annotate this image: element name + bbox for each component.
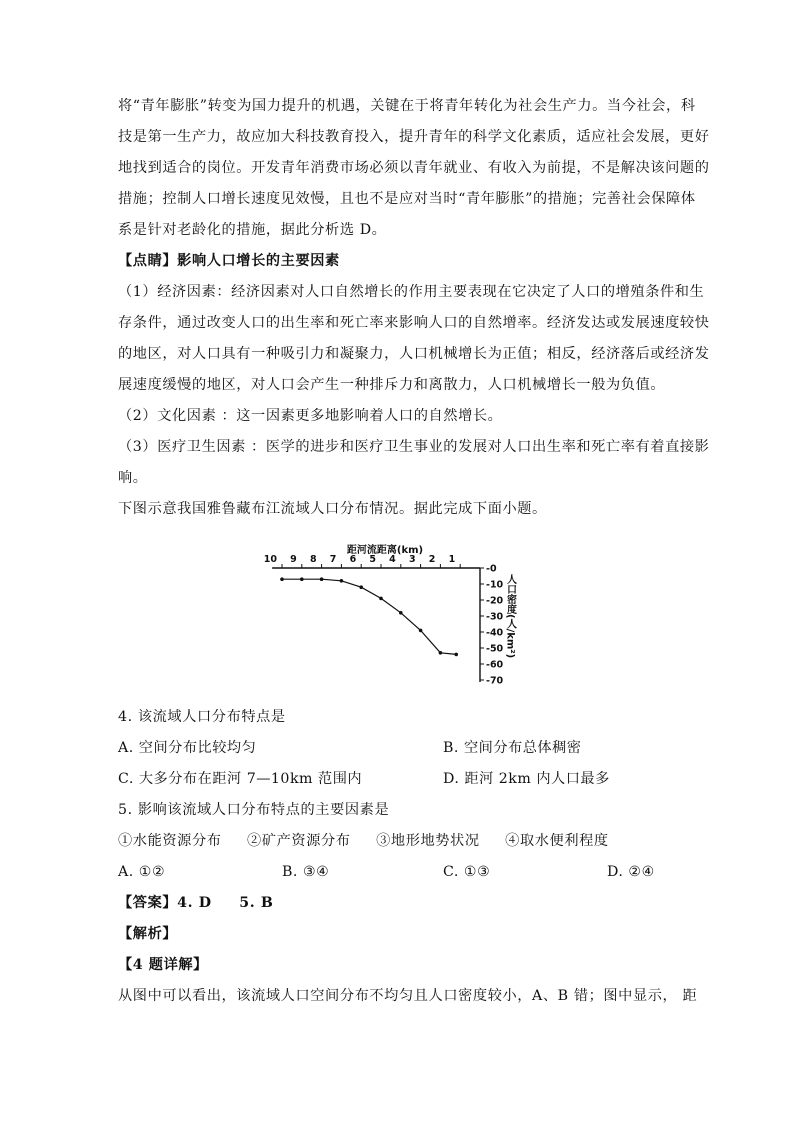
y-tick-label: -30 [486, 611, 504, 623]
q4-option-a: A. 空间分布比较均匀 [118, 740, 257, 756]
factor-economic-line: 存条件，通过改变人口的出生率和死亡率来影响人口的自然增率。经济发达或发展速度较快 [118, 315, 710, 331]
x-tick-label: 2 [428, 554, 436, 565]
data-point [399, 611, 403, 615]
x-tick-label: 5 [369, 554, 376, 565]
data-point [454, 653, 458, 657]
y-tick-label: -40 [486, 627, 504, 639]
q4-detail-title: 【4 题详解】 [118, 957, 208, 973]
q4-option-d: D. 距河 2km 内人口最多 [443, 771, 610, 787]
population-density-chart [262, 540, 516, 690]
data-point [340, 579, 344, 583]
x-tick-label: 10 [263, 554, 277, 565]
y-tick-label: -70 [486, 675, 504, 687]
series-line [282, 579, 456, 654]
y-tick-label: -0 [486, 563, 497, 575]
factor-medical-line: 响。 [118, 470, 148, 486]
x-tick-label: 1 [448, 554, 456, 565]
data-point [379, 597, 383, 601]
q4-option-c: C. 大多分布在距河 7—10km 范围内 [118, 771, 363, 787]
q5-option-c: C. ①③ [443, 864, 491, 880]
x-tick-label: 3 [408, 554, 416, 565]
y-tick-label: -50 [486, 643, 504, 655]
q4-stem: 4. 该流域人口分布特点是 [118, 709, 286, 725]
data-point [300, 577, 304, 581]
dianjing-title: 【点睛】影响人口增长的主要因素 [118, 253, 340, 269]
x-tick-label: 4 [389, 554, 396, 565]
data-point [320, 577, 324, 581]
q4-detail-text: 从图中可以看出，该流域人口空间分布不均匀且人口密度较小，A、B 错；图中显示， 距 [118, 988, 698, 1004]
y-tick-label: -60 [486, 659, 504, 671]
paragraph-line: 措施；控制人口增长速度见效慢，且也不是应对当时“青年膨胀”的措施；完善社会保障体 [118, 191, 696, 207]
x-tick-label: 9 [290, 554, 297, 565]
factor-economic-line: 展速度缓慢的地区，对人口会产生一种排斥力和离散力，人口机械增长一般为负值。 [118, 377, 666, 393]
q5-option-d: D. ②④ [607, 864, 655, 880]
x-tick-label: 6 [349, 554, 357, 565]
x-tick-label: 7 [329, 554, 337, 565]
y-tick-label: -20 [486, 595, 504, 607]
y-axis-title: 人口密度(人/km²) [504, 574, 516, 659]
factor-economic-line: 的地区，对人口具有一种吸引力和凝聚力，人口机械增长为正值；相反，经济落后或经济发 [118, 346, 710, 362]
q5-stem: 5. 影响该流域人口分布特点的主要因素是 [118, 802, 390, 818]
y-tick-label: -10 [486, 579, 504, 591]
q5-option-b: B. ③④ [282, 864, 330, 880]
data-point [419, 629, 423, 633]
x-axis-title: 距河流距离(km) [346, 545, 424, 556]
paragraph-line: 技是第一生产力，故应加大科技教育投入，提升青年的科学文化素质，适应社会发展，更好 [118, 129, 710, 145]
analysis-title: 【解析】 [118, 926, 178, 942]
data-point [439, 651, 443, 655]
paragraph-line: 将“青年膨胀”转变为国力提升的机遇，关键在于将青年转化为社会生产力。当今社会，科 [118, 98, 696, 114]
data-point [280, 577, 284, 581]
answer-line: 【答案】4. D 5. B [118, 895, 274, 911]
q5-option-a: A. ①② [118, 864, 166, 880]
q4-option-b: B. 空间分布总体稠密 [443, 740, 582, 756]
factor-medical-line: （3）医疗卫生因素 ：医学的进步和医疗卫生事业的发展对人口出生率和死亡率有着直接影 [118, 439, 710, 455]
factor-culture: （2）文化因素 ：这一因素更多地影响着人口的自然增长。 [118, 408, 503, 424]
figure-intro: 下图示意我国雅鲁藏布江流域人口分布情况。据此完成下面小题。 [118, 501, 547, 517]
q5-factor-list: ①水能资源分布 ②矿产资源分布 ③地形地势状况 ④取水便利程度 [118, 833, 609, 849]
factor-economic-line: （1）经济因素：经济因素对人口自然增长的作用主要表现在它决定了人口的增殖条件和生 [118, 284, 705, 300]
data-point [359, 585, 363, 589]
paragraph-line: 系是针对老龄化的措施，据此分析选 D。 [118, 222, 387, 238]
x-tick-label: 8 [309, 554, 317, 565]
paragraph-line: 地找到适合的岗位。开发青年消费市场必须以青年就业、有收入为前提，不是解决该问题的 [118, 160, 710, 176]
